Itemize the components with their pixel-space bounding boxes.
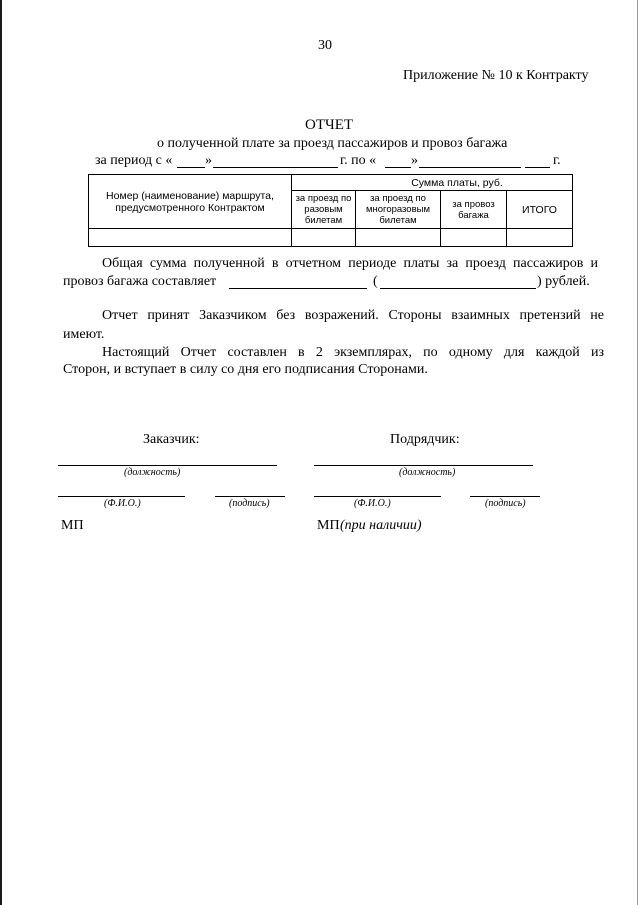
contractor-signature-line [470, 496, 540, 497]
report-subtitle: о полученной плате за проезд пассажиров и провоз багажа [157, 136, 508, 151]
copies-line-1: Настоящий Отчет составлен в 2 экземплярах, по одному для каждой из [102, 345, 604, 360]
customer-name-caption: (Ф.И.О.) [104, 498, 141, 509]
customer-signature-line [215, 496, 285, 497]
empty-cell-route[interactable] [89, 229, 292, 247]
period-month-from-blank [213, 167, 338, 168]
customer-name-line [58, 496, 185, 497]
report-title: ОТЧЕТ [305, 117, 354, 133]
total-sum-suffix: ) рублей. [537, 274, 590, 289]
period-quote-1: » [205, 153, 212, 168]
customer-title: Заказчик: [143, 432, 200, 447]
col-multi-tickets [356, 191, 441, 229]
customer-position-caption: (должность) [124, 467, 181, 478]
contractor-stamp-note: (при наличии) [340, 518, 422, 533]
copies-line-2: Сторон, и вступает в силу со дня его подписания Сторонами. [63, 362, 428, 377]
period-year-to: г. по « [340, 153, 377, 168]
col-single-tickets [292, 191, 356, 229]
period-month-to-blank [419, 167, 521, 168]
customer-position-line [58, 465, 277, 466]
empty-cell-total[interactable] [507, 229, 573, 247]
contractor-name-caption: (Ф.И.О.) [354, 498, 391, 509]
page-number: 30 [318, 38, 332, 53]
total-sum-numeric-blank [229, 288, 367, 289]
payment-table [88, 174, 573, 247]
total-sum-words-blank [380, 288, 536, 289]
empty-cell-baggage[interactable] [441, 229, 507, 247]
period-day-to-blank [385, 167, 411, 168]
contractor-position-line [314, 465, 533, 466]
empty-cell-multi[interactable] [356, 229, 441, 247]
sum-header: Сумма платы, руб. [411, 176, 503, 189]
total-sum-line-2: провоз багажа составляет [63, 274, 217, 289]
period-quote-2: » [411, 153, 418, 168]
route-header-cell [89, 175, 292, 229]
contractor-name-line [314, 496, 441, 497]
col-baggage-label: за провоз багажа [452, 198, 495, 221]
contractor-signature-caption: (подпись) [485, 498, 526, 509]
period-day-from-blank [177, 167, 205, 168]
acceptance-line-1: Отчет принят Заказчиком без возражений. Стороны взаимных претензий не [102, 308, 604, 323]
page-edge-left [0, 0, 2, 905]
empty-cell-single[interactable] [292, 229, 356, 247]
total-sum-open-paren: ( [373, 274, 378, 289]
page-edge-right [637, 0, 638, 905]
appendix-label: Приложение № 10 к Контракту [403, 68, 589, 83]
col-baggage [441, 191, 507, 229]
col-total [507, 191, 573, 229]
col-total-label: ИТОГО [522, 203, 557, 216]
route-header: Номер (наименование) маршрута, предусмотренного Контрактом [106, 189, 274, 214]
col-single-tickets-label: за проезд по разовым билетам [295, 193, 352, 226]
contractor-position-caption: (должность) [399, 467, 456, 478]
acceptance-line-2: имеют. [63, 327, 105, 342]
sum-header-cell [292, 175, 573, 191]
period-year-blank [525, 167, 550, 168]
col-multi-tickets-label: за проезд по многоразовым билетам [366, 193, 430, 226]
period-year-suffix: г. [553, 153, 561, 168]
contractor-title: Подрядчик: [390, 432, 460, 447]
customer-signature-caption: (подпись) [229, 498, 270, 509]
total-sum-line-1: Общая сумма полученной в отчетном периоде платы за проезд пассажиров и [102, 256, 598, 271]
customer-stamp: МП [61, 518, 84, 533]
contractor-stamp: МП [317, 518, 340, 533]
period-prefix: за период с « [95, 153, 173, 168]
